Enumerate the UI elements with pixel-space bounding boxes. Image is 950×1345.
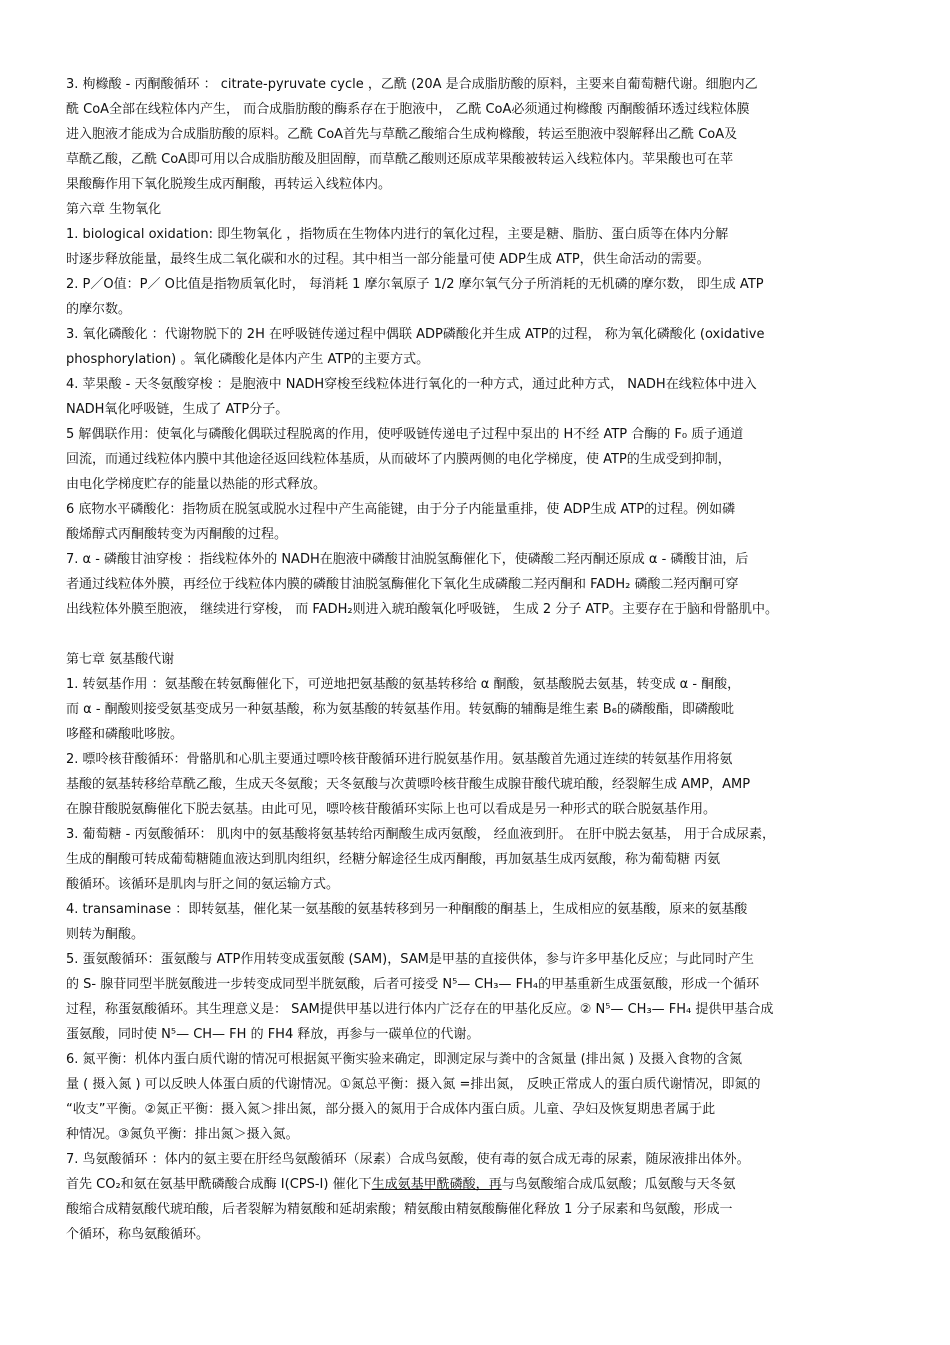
chapter-6-heading (66, 197, 890, 222)
text-line: 生成的酮酸可转成葡萄糖随血液达到肌肉组织，经糖分解途径生成丙酮酸，再加氨基生成丙氨酸，称为葡萄糖 丙氨 (66, 852, 721, 867)
text-line: 4. 苹果酸 - 天冬氨酸穿梭 ：是胞液中 NADH穿梭至线粒体进行氧化的一种方式，通过此种方式， NADH在线粒体中进入 (66, 377, 757, 392)
ch6-item-2 (66, 272, 890, 322)
text-line: “收支”平衡。②氮正平衡：摄入氮＞排出氮，部分摄入的氮用于合成体内蛋白质。儿童、孕妇及恢复期患者属于此 (66, 1102, 716, 1117)
ch5-item-3 (66, 72, 890, 197)
ch6-item-7 (66, 547, 890, 622)
text-line: 过程，称蛋氨酸循环。其生理意义是： SAM提供甲基以进行体内广泛存在的甲基化反应。② N⁵— CH₃— FH₄ 提供甲基合成 (66, 1002, 774, 1017)
chapter-title: 第六章 生物氧化 (66, 202, 162, 217)
text-segment: 首先 CO₂和氨在氨基甲酰磷酸合成酶 I(CPS-I) 催化下 (66, 1177, 372, 1192)
ch6-item-1 (66, 222, 890, 272)
text-line: 7. 鸟氨酸循环 ：体内的氨主要在肝经鸟氨酸循环（尿素）合成鸟氨酸，使有毒的氨合成无毒的尿素，随尿液排出体外。 (66, 1152, 750, 1167)
text-line: 由电化学梯度贮存的能量以热能的形式释放。 (66, 477, 327, 492)
text-line: 个循环，称鸟氨酸循环。 (66, 1227, 210, 1242)
text-line: 1. biological oxidation: 即生物氧化 ，指物质在生物体内进行的氧化过程，主要是糖、脂肪、蛋白质等在体内分解 (66, 227, 729, 242)
text-line: 酸循环。该循环是肌肉与肝之间的氨运输方式。 (66, 877, 340, 892)
text-line: 者通过线粒体外膜，再经位于线粒体内膜的磷酸甘油脱氢酶催化下氧化生成磷酸二羟丙酮和 FADH₂ 磷酸二羟丙酮可穿 (66, 577, 739, 592)
text-line: 5. 蛋氨酸循环：蛋氨酸与 ATP作用转变成蛋氨酸 (SAM)，SAM是甲基的直接供体，参与许多甲基化反应；与此同时产生 (66, 952, 754, 967)
text-line: 3. 枸橼酸 - 丙酮酸循环 ： citrate-pyruvate cycle ，乙酰 (20A 是合成脂肪酸的原料，主要来自葡萄糖代谢。细胞内乙 (66, 77, 758, 92)
text-line: 哆醛和磷酸吡哆胺。 (66, 727, 184, 742)
underlined-text: 生成氨基甲酰磷酸，再 (371, 1177, 502, 1192)
ch6-item-3 (66, 322, 890, 372)
text-line: 2. 嘌呤核苷酸循环：骨骼肌和心肌主要通过嘌呤核苷酸循环进行脱氨基作用。氨基酸首先通过连续的转氨基作用将氨 (66, 752, 733, 767)
text-line: 5 解偶联作用：使氧化与磷酸化偶联过程脱离的作用，使呼吸链传递电子过程中泵出的 H不经 ATP 合酶的 F₀ 质子通道 (66, 427, 744, 442)
text-line: 而 α - 酮酸则接受氨基变成另一种氨基酸，称为氨基酸的转氨基作用。转氨酶的辅酶是维生素 B₆的磷酸酯，即磷酸吡 (66, 702, 734, 717)
text-line: 出线粒体外膜至胞液， 继续进行穿梭， 而 FADH₂则进入琥珀酸氧化呼吸链， 生成 2 分子 ATP。主要存在于脑和骨骼肌中。 (66, 602, 779, 617)
text-line: 回流，而通过线粒体内膜中其他途径返回线粒体基质，从而破坏了内膜两侧的电化学梯度，使 ATP的生成受到抑制， (66, 452, 731, 467)
text-line: 酰 CoA全部在线粒体内产生， 而合成脂肪酸的酶系存在于胞液中， 乙酰 CoA必须通过枸橼酸 丙酮酸循环透过线粒体膜 (66, 102, 750, 117)
ch7-item-5 (66, 947, 890, 1047)
text-line: 1. 转氨基作用 ：氨基酸在转氨酶催化下，可逆地把氨基酸的氨基转移给 α 酮酸，氨基酸脱去氨基，转变成 α - 酮酸， (66, 677, 741, 692)
text-line: 3. 氧化磷酸化 ：代谢物脱下的 2H 在呼吸链传递过程中偶联 ADP磷酸化并生成 ATP的过程， 称为氧化磷酸化 (oxidative (66, 327, 765, 342)
ch7-item-4 (66, 897, 890, 947)
text-line: 2. P／O值：P／ O比值是指物质氧化时， 每消耗 1 摩尔氧原子 1/2 摩尔氧气分子所消耗的无机磷的摩尔数， 即生成 ATP (66, 277, 764, 292)
text-line: 在腺苷酸脱氨酶催化下脱去氨基。由此可见，嘌呤核苷酸循环实际上也可以看成是另一种形式的联合脱氨基作用。 (66, 802, 717, 817)
section-gap (66, 622, 890, 647)
text-line: 4. transaminase ：即转氨基，催化某一氨基酸的氨基转移到另一种酮酸的酮基上，生成相应的氨基酸，原来的氨基酸 (66, 902, 748, 917)
text-line: 则转为酮酸。 (66, 927, 145, 942)
text-line: 量 ( 摄入氮 ) 可以反映人体蛋白质的代谢情况。①氮总平衡：摄入氮 =排出氮， 反映正常成人的蛋白质代谢情况，即氮的 (66, 1077, 761, 1092)
text-line: 酸缩合成精氨酸代琥珀酸，后者裂解为精氨酸和延胡索酸；精氨酸由精氨酸酶催化释放 1 分子尿素和鸟氨酸，形成一 (66, 1202, 733, 1217)
text-line: 6 底物水平磷酸化：指物质在脱氢或脱水过程中产生高能键，由于分子内能量重排，使 ADP生成 ATP的过程。例如磷 (66, 502, 736, 517)
ch7-item-2 (66, 747, 890, 822)
ch6-item-5 (66, 422, 890, 497)
text-line: 草酰乙酸，乙酰 CoA即可用以合成脂肪酸及胆固醇，而草酰乙酸则还原成苹果酸被转运入线粒体内。苹果酸也可在苹 (66, 152, 734, 167)
text-line: 时逐步释放能量，最终生成二氧化碳和水的过程。其中相当一部分能量可使 ADP生成 ATP，供生命活动的需要。 (66, 252, 710, 267)
text-line: 酸烯醇式丙酮酸转变为丙酮酸的过程。 (66, 527, 288, 542)
ch7-item-3 (66, 822, 890, 897)
text-line: 3. 葡萄糖 - 丙氨酸循环： 肌肉中的氨基酸将氨基转给丙酮酸生成丙氨酸， 经血液到肝。 在肝中脱去氨基， 用于合成尿素， (66, 827, 776, 842)
text-line: 进入胞液才能成为合成脂肪酸的原料。乙酰 CoA首先与草酰乙酸缩合生成枸橼酸，转运至胞液中裂解释出乙酰 CoA及 (66, 127, 738, 142)
text-line: 的摩尔数。 (66, 302, 132, 317)
chapter-7-heading (66, 647, 890, 672)
text-segment: 与鸟氨酸缩合成瓜氨酸；瓜氨酸与天冬氨 (501, 1177, 736, 1192)
text-line: 基酸的氨基转移给草酰乙酸，生成天冬氨酸；天冬氨酸与次黄嘌呤核苷酸生成腺苷酸代琥珀酸，经裂解生成 AMP，AMP (66, 777, 751, 792)
text-line (66, 1172, 890, 1197)
text-line: 的 S- 腺苷同型半胱氨酸进一步转变成同型半胱氨酸，后者可接受 N⁵— CH₃— FH₄的甲基重新生成蛋氨酸，形成一个循环 (66, 977, 760, 992)
chapter-title: 第七章 氨基酸代谢 (66, 652, 175, 667)
text-line: 蛋氨酸，同时使 N⁵— CH— FH 的 FH4 释放，再参与一碳单位的代谢。 (66, 1027, 480, 1042)
text-line: 7. α - 磷酸甘油穿梭 ：指线粒体外的 NADH在胞液中磷酸甘油脱氢酶催化下，使磷酸二羟丙酮还原成 α - 磷酸甘油，后 (66, 552, 749, 567)
ch6-item-4 (66, 372, 890, 422)
text-line: phosphorylation) 。氧化磷酸化是体内产生 ATP的主要方式。 (66, 352, 430, 367)
text-line: 果酸酶作用下氧化脱羧生成丙酮酸，再转运入线粒体内。 (66, 177, 392, 192)
text-line: NADH氧化呼吸链，生成了 ATP分子。 (66, 402, 289, 417)
ch7-item-6 (66, 1047, 890, 1147)
text-line: 6. 氮平衡：机体内蛋白质代谢的情况可根据氮平衡实验来确定，即测定尿与粪中的含氮量 (排出氮 ) 及摄入食物的含氮 (66, 1052, 743, 1067)
text-line: 种情况。③氮负平衡：排出氮＞摄入氮。 (66, 1127, 299, 1142)
ch7-item-7 (66, 1147, 890, 1247)
ch6-item-6 (66, 497, 890, 547)
ch7-item-1 (66, 672, 890, 747)
